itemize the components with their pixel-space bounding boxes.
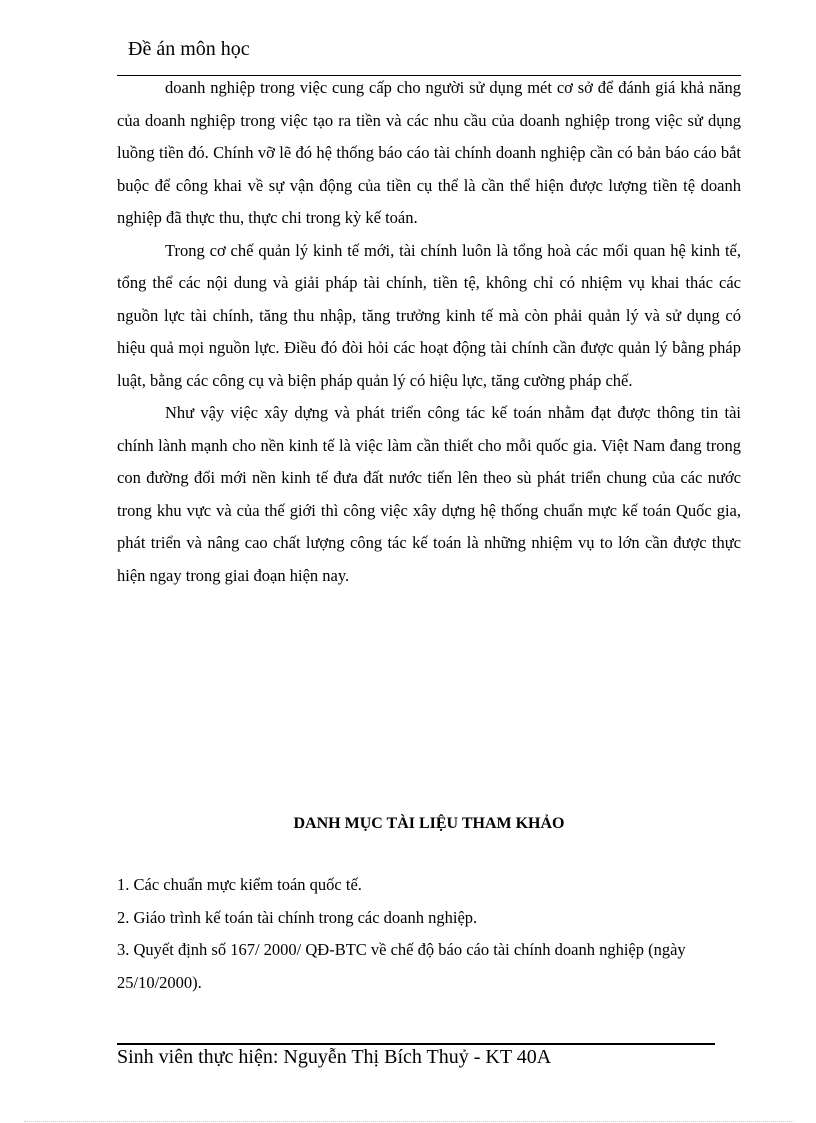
reference-item: 3. Quyết định số 167/ 2000/ QĐ-BTC về chế độ báo cáo tài chính doanh nghiệp (ngày 25/10/2000). <box>117 940 686 992</box>
paragraph-continuation: doanh nghiệp trong việc cung cấp cho người sử dụng mét cơ sở để đánh giá khả năng của doanh nghiệp trong việc tạo ra tiền và các nhu cầu của doanh nghiệp trong việc sử dụng luồng tiền đó. Chính vỡ lẽ đó hệ thống báo cáo tài chính doanh nghiệp cần có bản báo cáo bắt buộc để công khai về sự vận động của tiền cụ thể là cần thể hiện được lượng tiền tệ doanh nghiệp đã thực thu, thực chi trong kỳ kế toán. <box>117 78 741 227</box>
page-header-title: Đề án môn học <box>128 38 250 60</box>
reference-item: 1. Các chuẩn mực kiểm toán quốc tế. <box>117 875 362 894</box>
paragraph: Như vậy việc xây dựng và phát triển công tác kế toán nhằm đạt được thông tin tài chính lành mạnh cho nền kinh tế là việc làm cần thiết cho mỗi quốc gia. Việt Nam đang trong con đường đổi mới nền kinh tế đưa đất nước tiến lên theo sù phát triển chung của các nước trong khu vực và của thế giới thì công việc xây dựng hệ thống chuẩn mực kế toán Quốc gia, phát triển và nâng cao chất lượng công tác kế toán là những nhiệm vụ to lớn cần được thực hiện ngay trong giai đoạn hiện nay. <box>117 403 741 585</box>
references-heading: DANH MỤC TÀI LIỆU THAM KHẢO <box>293 815 565 832</box>
body-text <box>117 72 741 592</box>
paragraph: Trong cơ chế quản lý kinh tế mới, tài chính luôn là tổng hoà các mối quan hệ kinh tế, tổng thể các nội dung và giải pháp tài chính, tiền tệ, không chỉ có nhiệm vụ khai thác các nguồn lực tài chính, tăng thu nhập, tăng trưởng kinh tế mà còn phải quản lý và sử dụng có hiệu quả mọi nguồn lực. Điều đó đòi hỏi các hoạt động tài chính cần được quản lý bằng pháp luật, bằng các công cụ và biện pháp quản lý có hiệu lực, tăng cường pháp chế. <box>117 240 741 390</box>
reference-item: 2. Giáo trình kế toán tài chính trong các doanh nghiệp. <box>117 907 478 927</box>
page-edge-dotted-line <box>24 1121 794 1122</box>
footer-divider <box>117 1043 715 1045</box>
page-footer-author: Sinh viên thực hiện: Nguyễn Thị Bích Thuỷ - KT 40A <box>117 1046 552 1068</box>
references-list <box>117 869 741 999</box>
